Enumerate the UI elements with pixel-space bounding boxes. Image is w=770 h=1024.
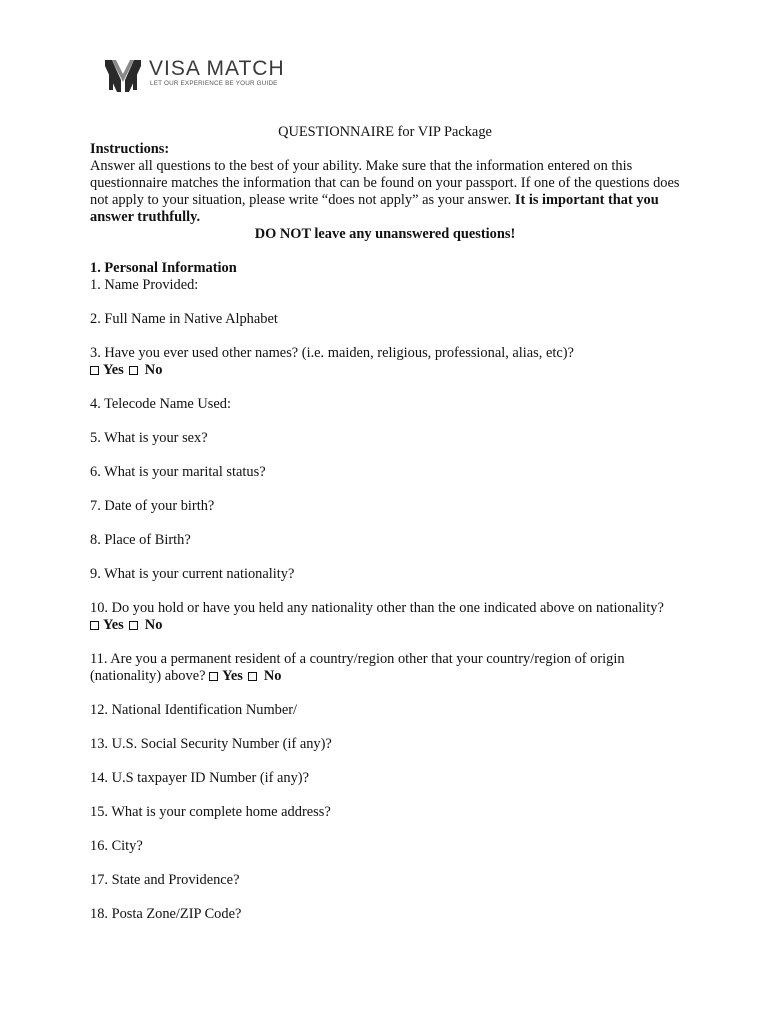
section-heading: 1. Personal Information — [90, 260, 237, 276]
question-15: 15. What is your complete home address? — [90, 804, 331, 820]
question-17: 17. State and Providence? — [90, 872, 240, 888]
question-13: 13. U.S. Social Security Number (if any)? — [90, 736, 332, 752]
question-6: 6. What is your marital status? — [90, 464, 266, 480]
instructions-text — [90, 158, 680, 226]
question-7: 7. Date of your birth? — [90, 498, 215, 514]
option-yes-label: Yes — [103, 617, 124, 633]
checkbox-q11-no[interactable] — [248, 672, 257, 681]
checkbox-q11-yes[interactable] — [209, 672, 218, 681]
question-11-text: (nationality) above? — [90, 668, 206, 684]
question-10: 10. Do you hold or have you held any nationality other than the one indicated above on nationality? — [90, 600, 664, 616]
question-9: 9. What is your current nationality? — [90, 566, 295, 582]
question-16: 16. City? — [90, 838, 143, 854]
question-5: 5. What is your sex? — [90, 430, 208, 446]
option-no-label: No — [263, 668, 282, 684]
question-11-line-1: 11. Are you a permanent resident of a country/region other that your country/region of origin — [90, 651, 625, 667]
question-18: 18. Posta Zone/ZIP Code? — [90, 906, 242, 922]
question-14: 14. U.S taxpayer ID Number (if any)? — [90, 770, 309, 786]
question-3-options — [90, 362, 680, 379]
instructions-warning: DO NOT leave any unanswered questions! — [254, 226, 516, 242]
checkbox-q3-no[interactable] — [129, 366, 138, 375]
option-no-label: No — [144, 617, 163, 633]
questionnaire-body — [90, 124, 680, 923]
question-11-line-2 — [90, 668, 680, 685]
checkbox-q10-no[interactable] — [129, 621, 138, 630]
visa-match-logo-icon — [103, 54, 143, 94]
logo-brand-name: VISA MATCH — [149, 57, 285, 80]
question-1: 1. Name Provided: — [90, 277, 199, 293]
instructions-emphasis: It is important that you answer truthfully. — [90, 192, 659, 225]
document-title: QUESTIONNAIRE for VIP Package — [278, 124, 492, 140]
logo-tagline: LET OUR EXPERIENCE BE YOUR GUIDE — [150, 80, 278, 87]
instructions-body: Answer all questions to the best of your ability. Make sure that the information entered on this questionnaire matches the information that can be found on your passport. If one of the questions does not apply to your situation, please write “does not apply” as your answer. — [90, 158, 680, 208]
checkbox-q3-yes[interactable] — [90, 366, 99, 375]
option-yes-label: Yes — [222, 668, 243, 684]
question-8: 8. Place of Birth? — [90, 532, 191, 548]
checkbox-q10-yes[interactable] — [90, 621, 99, 630]
option-yes-label: Yes — [103, 362, 124, 378]
question-2: 2. Full Name in Native Alphabet — [90, 311, 278, 327]
question-10-options — [90, 617, 680, 634]
question-4: 4. Telecode Name Used: — [90, 396, 231, 412]
option-no-label: No — [144, 362, 163, 378]
question-12: 12. National Identification Number/ — [90, 702, 298, 718]
visa-match-logo — [103, 54, 303, 96]
instructions-heading: Instructions: — [90, 141, 170, 157]
question-3: 3. Have you ever used other names? (i.e. maiden, religious, professional, alias, etc)? — [90, 345, 574, 361]
